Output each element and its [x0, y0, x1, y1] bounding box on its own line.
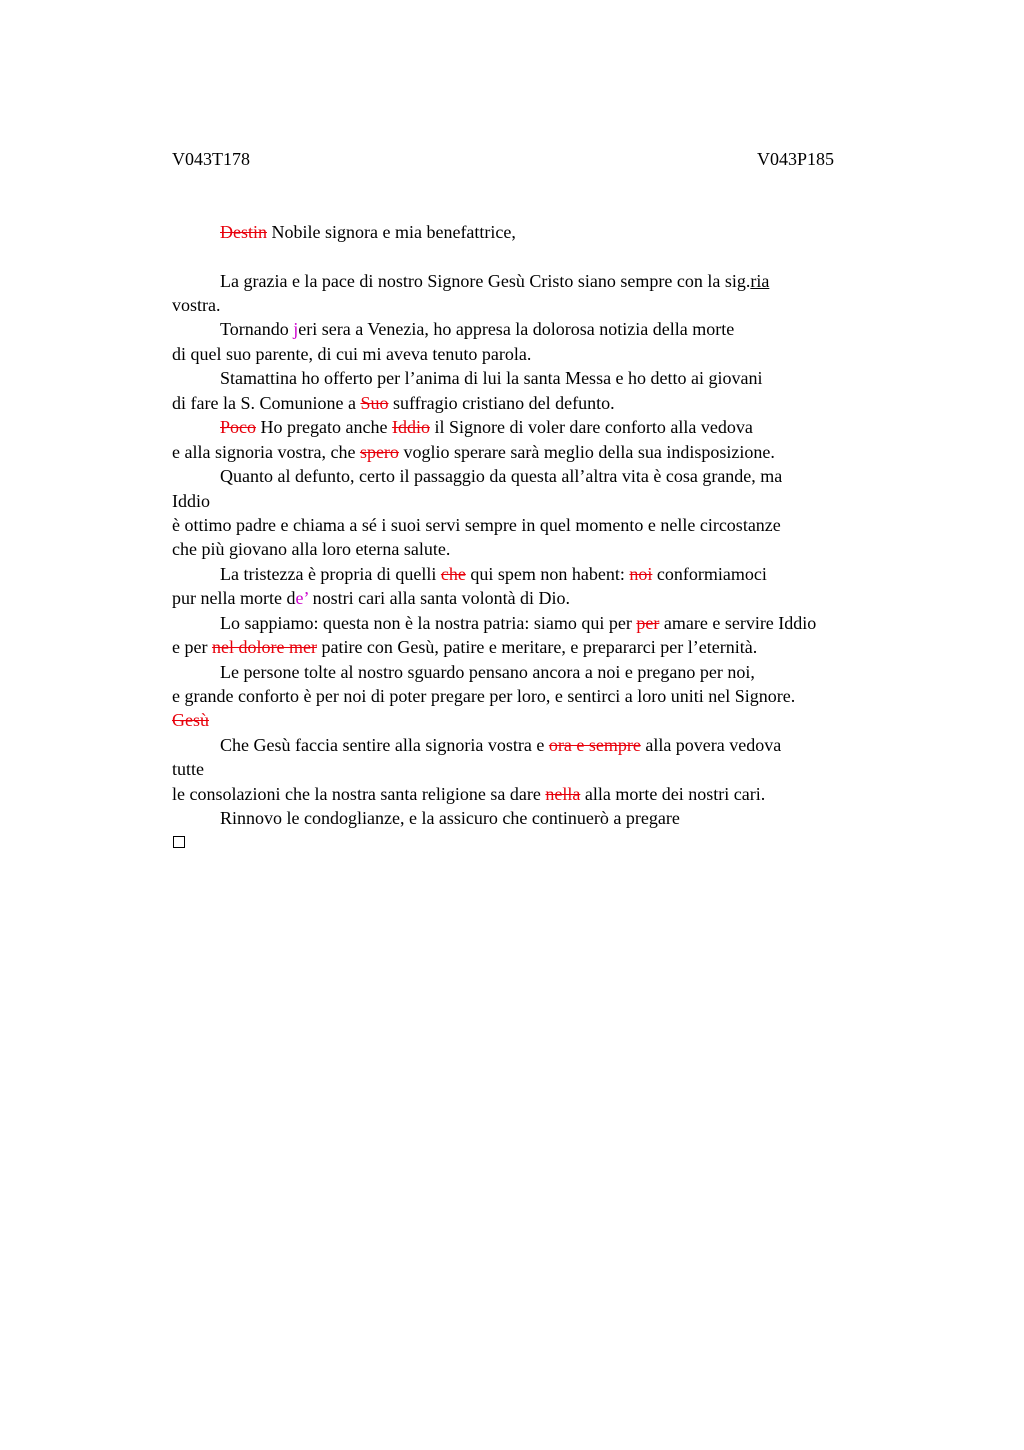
inserted-text: e’	[295, 588, 309, 608]
deleted-text: per	[636, 613, 660, 633]
deleted-text: Gesù	[172, 710, 209, 730]
text-run: conformiamoci	[652, 564, 767, 584]
text-run: di quel suo parente, di cui mi aveva tenuto parola.	[172, 344, 532, 364]
deleted-text: Iddio	[391, 417, 430, 437]
text-run: e per	[172, 637, 212, 657]
document-id-right: V043P185	[757, 149, 835, 169]
text-line	[172, 757, 204, 781]
text-line	[220, 464, 782, 488]
text-line	[172, 586, 570, 610]
underlined-text: ria	[750, 271, 770, 291]
text-line	[172, 782, 765, 806]
document-id-left: V043T178	[172, 149, 250, 169]
text-run: La grazia e la pace di nostro Signore Gesù Cristo siano sempre con la sig.	[220, 271, 751, 291]
text-line	[220, 269, 769, 293]
text-run: alla morte dei nostri cari.	[580, 784, 766, 804]
text-line	[220, 415, 753, 439]
text-run: Stamattina ho offerto per l’anima di lui la santa Messa e ho detto ai giovani	[220, 368, 763, 388]
text-run: Tornando	[220, 319, 294, 339]
text-run: Rinnovo le condoglianze, e la assicuro che continuerò a pregare	[220, 808, 680, 828]
text-run: Quanto al defunto, certo il passaggio da questa all’altra vita è cosa grande, ma	[220, 466, 783, 486]
text-line	[172, 342, 531, 366]
text-run: Nobile signora e mia benefattrice,	[267, 222, 516, 242]
text-run: vostra.	[172, 295, 221, 315]
text-line	[172, 391, 615, 415]
text-line	[172, 440, 775, 464]
text-run: alla povera vedova	[640, 735, 782, 755]
text-line	[220, 806, 680, 830]
text-run: pur nella morte d	[172, 588, 296, 608]
text-line	[172, 684, 795, 708]
text-run: patire con Gesù, patire e meritare, e prepararci per l’eternità.	[316, 637, 758, 657]
deleted-text: ora e sempre	[548, 735, 641, 755]
text-line	[220, 366, 763, 390]
text-run: qui spem non habent:	[465, 564, 630, 584]
text-line	[220, 562, 767, 586]
text-run: Lo sappiamo: questa non è la nostra patria: siamo qui per	[220, 613, 637, 633]
text-run: e alla signoria vostra, che	[172, 442, 360, 462]
text-run: amare e servire Iddio	[659, 613, 817, 633]
text-run: Le persone tolte al nostro sguardo pensano ancora a noi e pregano per noi,	[220, 662, 755, 682]
deleted-text: Suo	[360, 393, 389, 413]
text-run: Ho pregato anche	[256, 417, 392, 437]
text-run: che più giovano alla loro eterna salute.	[172, 539, 451, 559]
text-run: voglio sperare sarà meglio della sua indisposizione.	[398, 442, 775, 462]
text-run: è ottimo padre e chiama a sé i suoi servi sempre in quel momento e nelle circostanze	[172, 515, 781, 535]
text-run: di fare la S. Comunione a	[172, 393, 361, 413]
text-line	[172, 293, 221, 317]
text-run: tutte	[172, 759, 204, 779]
text-line	[172, 537, 450, 561]
text-line	[220, 733, 781, 757]
end-marker-box	[173, 836, 185, 848]
text-line	[220, 660, 755, 684]
text-line	[172, 489, 210, 513]
text-line	[172, 708, 209, 732]
text-run: e grande conforto è per noi di poter pregare per loro, e sentirci a loro uniti nel Signore.	[172, 686, 796, 706]
text-run: eri sera a Venezia, ho appresa la dolorosa notizia della morte	[298, 319, 735, 339]
text-run: La tristezza è propria di quelli	[220, 564, 441, 584]
deleted-text: nel dolore mer	[211, 637, 317, 657]
text-run: Iddio	[172, 491, 210, 511]
text-run: le consolazioni che la nostra santa religione sa dare	[172, 784, 546, 804]
salutation-line	[220, 220, 516, 244]
text-run: Che Gesù faccia sentire alla signoria vostra e	[220, 735, 549, 755]
text-run: nostri cari alla santa volontà di Dio.	[308, 588, 571, 608]
text-line	[220, 611, 816, 635]
deleted-text: spero	[359, 442, 399, 462]
deleted-text: nella	[545, 784, 581, 804]
deleted-text: Poco	[220, 417, 256, 437]
inserted-text: j	[293, 319, 299, 339]
deleted-text: noi	[629, 564, 653, 584]
text-line	[220, 317, 734, 341]
text-line	[172, 635, 757, 659]
text-line	[172, 513, 781, 537]
deleted-text: che	[440, 564, 466, 584]
text-run: il Signore di voler dare conforto alla vedova	[429, 417, 753, 437]
deleted-text: Destin	[220, 222, 267, 242]
text-run: suffragio cristiano del defunto.	[388, 393, 615, 413]
